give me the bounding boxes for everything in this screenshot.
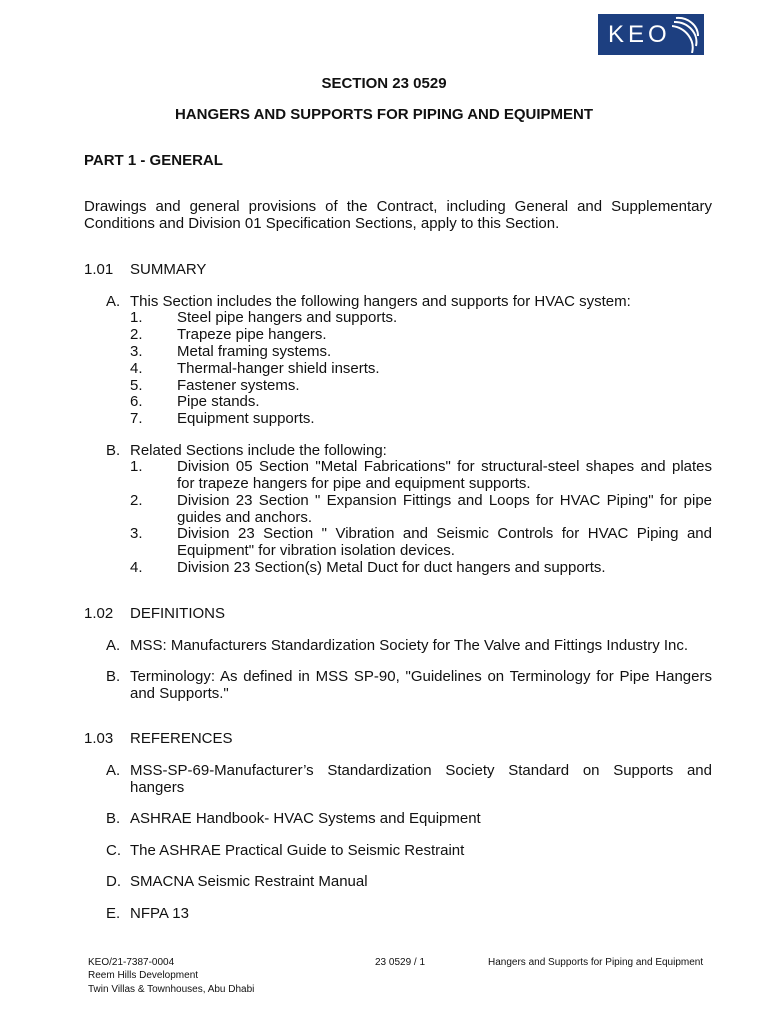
summary-a-text: This Section includes the following hangers and supports for HVAC system: bbox=[130, 293, 631, 310]
list-item-line: Division 23 Section " Expansion Fittings and Loops for HVAC Piping" for pipe bbox=[177, 492, 712, 509]
list-number: 3. bbox=[130, 343, 143, 360]
definitions-a-text: MSS: Manufacturers Standardization Society for The Valve and Fittings Industry Inc. bbox=[130, 637, 689, 654]
section-heading-references: REFERENCES bbox=[130, 730, 233, 747]
references-e-label: E. bbox=[106, 905, 121, 922]
list-item-line: guides and anchors. bbox=[177, 509, 313, 526]
intro-line-2: Conditions and Division 01 Specification Sections, apply to this Section. bbox=[84, 215, 560, 232]
references-c-text: The ASHRAE Practical Guide to Seismic Restraint bbox=[130, 842, 465, 859]
section-title: SECTION 23 0529 bbox=[321, 75, 447, 92]
references-d-text: SMACNA Seismic Restraint Manual bbox=[130, 873, 368, 890]
part-heading: PART 1 - GENERAL bbox=[84, 152, 223, 169]
section-number-1-03: 1.03 bbox=[84, 730, 114, 747]
footer-project: Reem Hills Development bbox=[88, 970, 199, 981]
list-item-line: Division 05 Section "Metal Fabrications" for structural-steel shapes and plates bbox=[177, 458, 712, 475]
section-number-1-02: 1.02 bbox=[84, 605, 114, 622]
list-number: 7. bbox=[130, 410, 143, 427]
references-c-label: C. bbox=[106, 842, 121, 859]
list-item: Metal framing systems. bbox=[177, 343, 332, 360]
references-a-line-1: MSS-SP-69-Manufacturer’s Standardization Society Standard on Supports and bbox=[130, 762, 712, 779]
list-item-line: Equipment" for vibration isolation devices. bbox=[177, 542, 455, 559]
references-b-label: B. bbox=[106, 810, 121, 827]
keo-logo bbox=[598, 14, 704, 55]
references-b-text: ASHRAE Handbook- HVAC Systems and Equipment bbox=[130, 810, 481, 827]
section-heading-definitions: DEFINITIONS bbox=[130, 605, 226, 622]
list-number: 3. bbox=[130, 525, 143, 542]
list-item-line: for trapeze hangers for pipe and equipment supports. bbox=[177, 475, 531, 492]
references-d-label: D. bbox=[106, 873, 121, 890]
definitions-a-label: A. bbox=[106, 637, 121, 654]
list-item bbox=[177, 525, 712, 559]
document-title: HANGERS AND SUPPORTS FOR PIPING AND EQUIPMENT bbox=[174, 106, 594, 123]
list-item: Steel pipe hangers and supports. bbox=[177, 309, 398, 326]
list-number: 6. bbox=[130, 393, 143, 410]
list-item: Thermal-hanger shield inserts. bbox=[177, 360, 380, 377]
summary-b-text: Related Sections include the following: bbox=[130, 442, 387, 459]
logo-text: KEO bbox=[608, 20, 671, 48]
list-item-line: Division 23 Section " Vibration and Seismic Controls for HVAC Piping and bbox=[177, 525, 712, 542]
list-number: 4. bbox=[130, 360, 143, 377]
section-number-1-01: 1.01 bbox=[84, 261, 114, 278]
summary-b-label: B. bbox=[106, 442, 121, 459]
list-number: 2. bbox=[130, 492, 143, 509]
list-item: Fastener systems. bbox=[177, 377, 300, 394]
footer-title: Hangers and Supports for Piping and Equipment bbox=[488, 957, 704, 968]
logo-arcs-icon bbox=[672, 16, 702, 53]
definitions-b-text bbox=[130, 668, 712, 702]
references-a-label: A. bbox=[106, 762, 121, 779]
intro-line-1: Drawings and general provisions of the Contract, including General and Supplementary bbox=[84, 198, 712, 215]
footer-page-number: 23 0529 / 1 bbox=[375, 957, 426, 968]
definitions-b-line-2: and Supports." bbox=[130, 685, 229, 702]
summary-a-label: A. bbox=[106, 293, 121, 310]
references-a-line-2: hangers bbox=[130, 779, 185, 796]
list-number: 4. bbox=[130, 559, 143, 576]
list-item: Division 23 Section(s) Metal Duct for duct hangers and supports. bbox=[177, 559, 606, 576]
list-number: 5. bbox=[130, 377, 143, 394]
footer-doc-ref: KEO/21-7387-0004 bbox=[88, 957, 175, 968]
references-e-text: NFPA 13 bbox=[130, 905, 189, 922]
definitions-b-line-1: Terminology: As defined in MSS SP-90, "Guidelines on Terminology for Pipe Hangers bbox=[130, 668, 712, 685]
list-number: 1. bbox=[130, 458, 143, 475]
list-item: Equipment supports. bbox=[177, 410, 315, 427]
list-number: 1. bbox=[130, 309, 143, 326]
intro-paragraph bbox=[84, 198, 712, 232]
list-item bbox=[177, 458, 712, 492]
footer-location: Twin Villas & Townhouses, Abu Dhabi bbox=[88, 984, 255, 995]
list-item: Trapeze pipe hangers. bbox=[177, 326, 327, 343]
list-number: 2. bbox=[130, 326, 143, 343]
references-a-text bbox=[130, 762, 712, 796]
list-item: Pipe stands. bbox=[177, 393, 260, 410]
definitions-b-label: B. bbox=[106, 668, 121, 685]
list-item bbox=[177, 492, 712, 526]
section-heading-summary: SUMMARY bbox=[130, 261, 207, 278]
